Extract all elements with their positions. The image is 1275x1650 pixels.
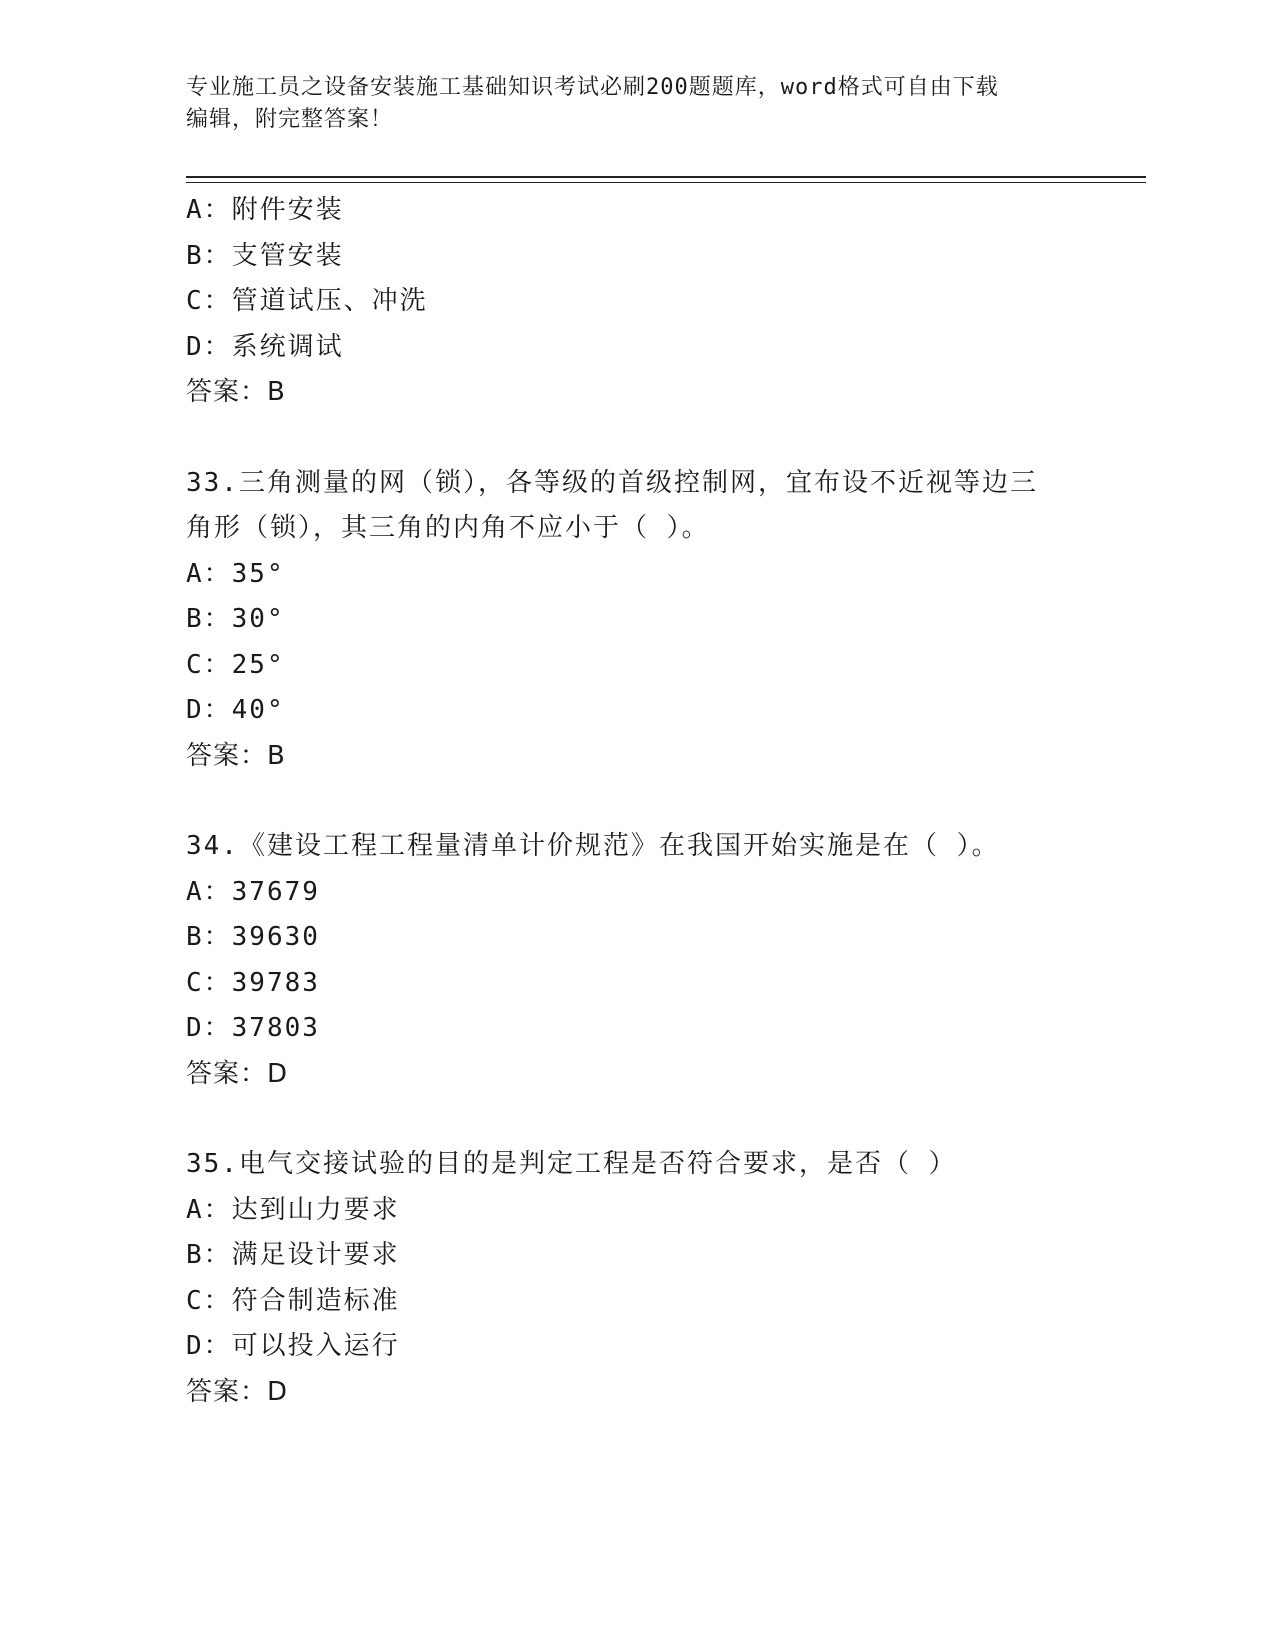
- question-stem: 35.电气交接试验的目的是判定工程是否符合要求，是否（ ）: [186, 1149, 957, 1179]
- answer-text: 答案：D: [186, 1058, 289, 1089]
- header-divider-thick: [186, 176, 1146, 178]
- header-line-2: 编辑，附完整答案！: [186, 107, 394, 132]
- spacer: [186, 779, 1126, 824]
- option-b: B：39630: [186, 922, 320, 952]
- spacer: [186, 416, 1126, 461]
- option-a: A：达到山力要求: [186, 1194, 400, 1225]
- option-b: B：30°: [186, 604, 285, 634]
- answer-text: 答案：B: [186, 740, 286, 771]
- question-34: [186, 824, 1126, 1097]
- question-stem-line-2: 角形（锁），其三角的内角不应小于（ ）。: [186, 513, 710, 543]
- option-b: B：满足设计要求: [186, 1240, 400, 1270]
- header-divider-thin: [186, 182, 1146, 183]
- answer-text: 答案：B: [186, 377, 286, 407]
- option-a: A：37679: [186, 876, 320, 907]
- document-header: [186, 72, 1086, 136]
- header-line-1: 专业施工员之设备安装施工基础知识考试必刷200题题库，word格式可自由下载: [186, 75, 999, 100]
- question-33: [186, 461, 1126, 780]
- question-35: [186, 1142, 1126, 1415]
- answer-text: 答案：D: [186, 1376, 289, 1407]
- option-c: C：39783: [186, 967, 320, 998]
- option-c: C：25°: [186, 649, 285, 680]
- question-stem: 34.《建设工程工程量清单计价规范》在我国开始实施是在（ ）。: [186, 831, 1000, 861]
- option-c: C：符合制造标准: [186, 1285, 400, 1316]
- question-stem-line-1: 33.三角测量的网（锁），各等级的首级控制网，宜布设不近视等边三: [186, 467, 1038, 498]
- option-d: D：40°: [186, 695, 285, 725]
- option-c: C：管道试压、冲洗: [186, 286, 428, 316]
- option-b: B：支管安装: [186, 240, 344, 271]
- option-a: A：附件安装: [186, 195, 344, 225]
- question-32: [186, 188, 1126, 416]
- option-a: A：35°: [186, 558, 285, 589]
- spacer: [186, 1097, 1126, 1142]
- option-d: D：37803: [186, 1013, 320, 1043]
- option-d: D：可以投入运行: [186, 1331, 400, 1361]
- question-list: [186, 188, 1126, 1415]
- option-d: D：系统调试: [186, 331, 344, 362]
